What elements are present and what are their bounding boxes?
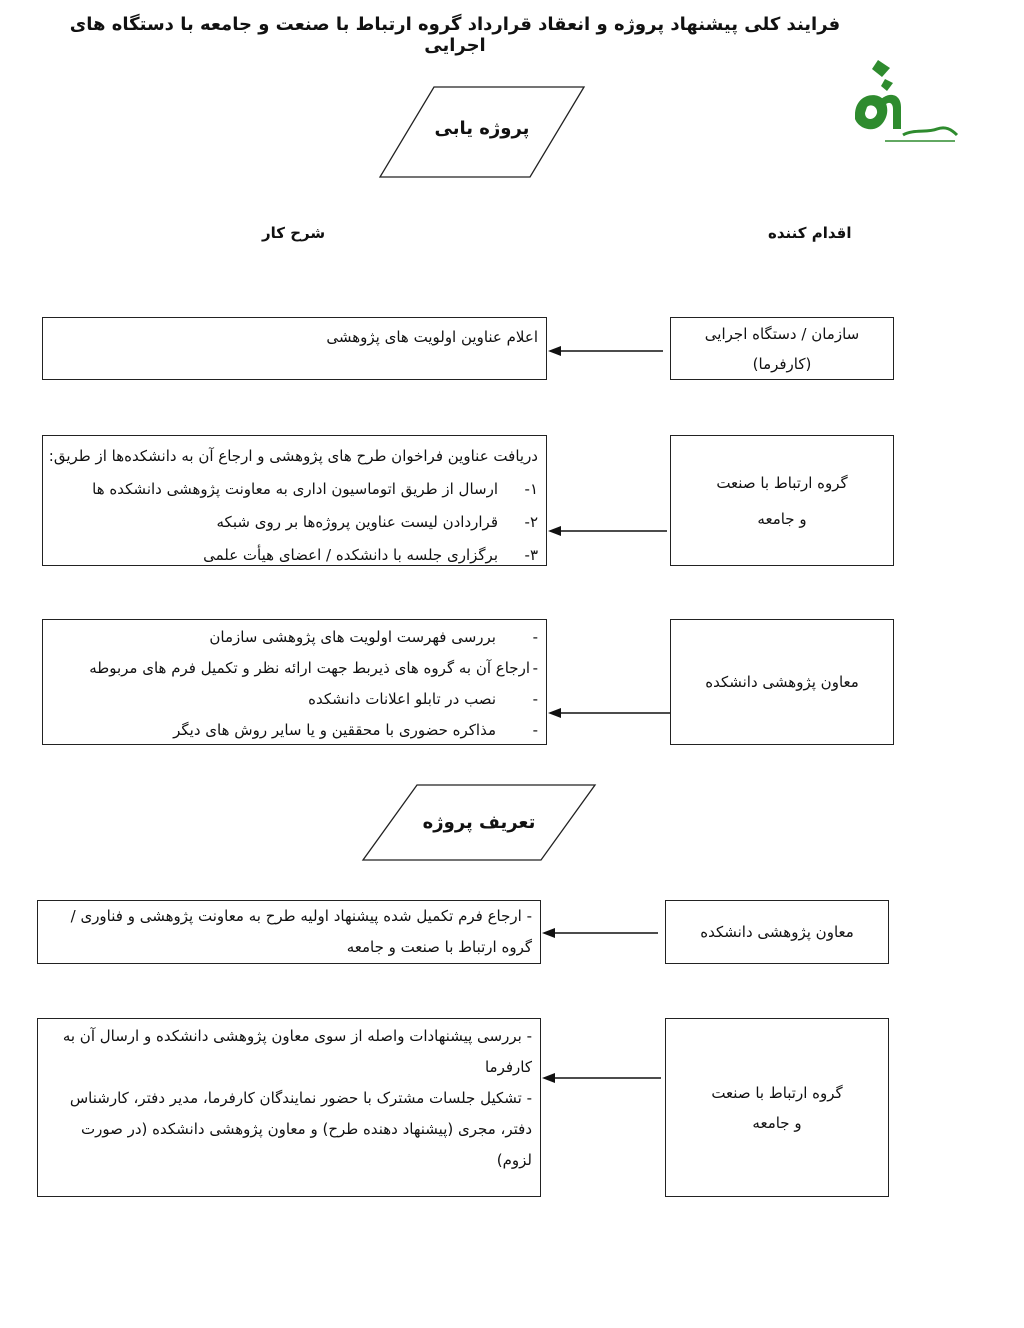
step-3-bullet: -ارجاع آن به گروه های ذیربط جهت ارائه نظر و تکمیل فرم های مربوطه [89,659,538,677]
header-description: شرح کار [262,224,326,242]
actor-line: و جامعه [752,1113,802,1132]
step-1-actor [670,317,894,380]
item-text: برگزاری جلسه با دانشکده / اعضای هیأت علمی [203,546,498,564]
actor-line: گروه ارتباط با صنعت [716,473,848,492]
actor-line: (کارفرما) [752,354,812,373]
arrow-step-3 [547,707,671,719]
actor-line: و جامعه [757,509,807,528]
step-2-item-1 [51,473,538,506]
step-2-item-3 [51,539,538,572]
bullet-text: نصب در تابلو اعلانات دانشکده [308,690,496,708]
arrow-step-2 [547,525,668,537]
step-1-line: اعلام عناوین اولویت های پژوهشی [326,328,538,346]
step-3-bullet: -بررسی فهرست اولویت های پژوهشی سازمان [209,628,538,646]
step-5-actor [665,1018,889,1197]
step-3-bullet: -نصب در تابلو اعلانات دانشکده [308,690,538,708]
step-2-item-2 [51,506,538,539]
page-title: فرایند کلی پیشنهاد پروژه و انعقاد قرارداد گروه ارتباط با صنعت و جامعه با دستگاه های اجرایی [69,14,841,56]
step-2-description [42,435,547,566]
university-logo [845,55,965,155]
step-5-description [37,1018,541,1197]
bullet-text: ارجاع آن به گروه های ذیربط جهت ارائه نظر و تکمیل فرم های مربوطه [89,659,530,677]
actor-line: معاون پژوهشی دانشکده [700,923,854,941]
section-project-finding [378,86,586,178]
step-3-description [42,619,547,745]
step-5-para-1: - بررسی پیشنهادات واصله از سوی معاون پژوهشی دانشکده و ارسال آن به کارفرما [62,1027,532,1076]
step-2-intro: دریافت عناوین فراخوان طرح های پژوهشی و ارجاع آن به دانشکده‌ها از طریق: [48,447,538,465]
step-2-actor [670,435,894,566]
header-actor: اقدام کننده [768,224,852,242]
item-number: ۲- [524,513,538,531]
step-3-actor [670,619,894,745]
step-4-actor [665,900,889,964]
actor-line: گروه ارتباط با صنعت [711,1083,843,1102]
section-label: پروژه یابی [434,118,530,139]
step-4-text: - ارجاع فرم تکمیل شده پیشنهاد اولیه طرح به معاونت پژوهشی و فناوری / گروه ارتباط با صنعت و جامعه [70,907,532,956]
arrow-step-1 [547,345,664,357]
actor-line: معاون پژوهشی دانشکده [705,673,859,691]
arrow-step-4 [541,927,659,939]
step-1-description [42,317,547,380]
step-4-description [37,900,541,964]
item-text: ارسال از طریق اتوماسیون اداری به معاونت پژوهشی دانشکده ها [92,480,498,498]
section-project-definition [361,784,597,861]
item-number: ۱- [524,480,538,498]
bullet-text: مذاکره حضوری با محققین و یا سایر روش های دیگر [173,721,496,739]
item-text: قراردادن لیست عناوین پروژه‌ها بر روی شبکه [216,513,498,531]
step-3-bullet: -مذاکره حضوری با محققین و یا سایر روش های دیگر [173,721,538,739]
actor-line: سازمان / دستگاه اجرایی [704,324,860,343]
item-number: ۳- [524,546,538,564]
bullet-text: بررسی فهرست اولویت های پژوهشی سازمان [209,628,496,646]
section-label: تعریف پروژه [422,812,536,833]
arrow-step-5 [541,1072,662,1084]
step-5-para-2: - تشکیل جلسات مشترک با حضور نمایندگان کارفرما، مدیر دفتر، کارشناس دفتر، مجری (پیشنهاد دهنده طرح) و معاون پژوهشی دانشکده (در صورت لزوم) [69,1089,532,1169]
